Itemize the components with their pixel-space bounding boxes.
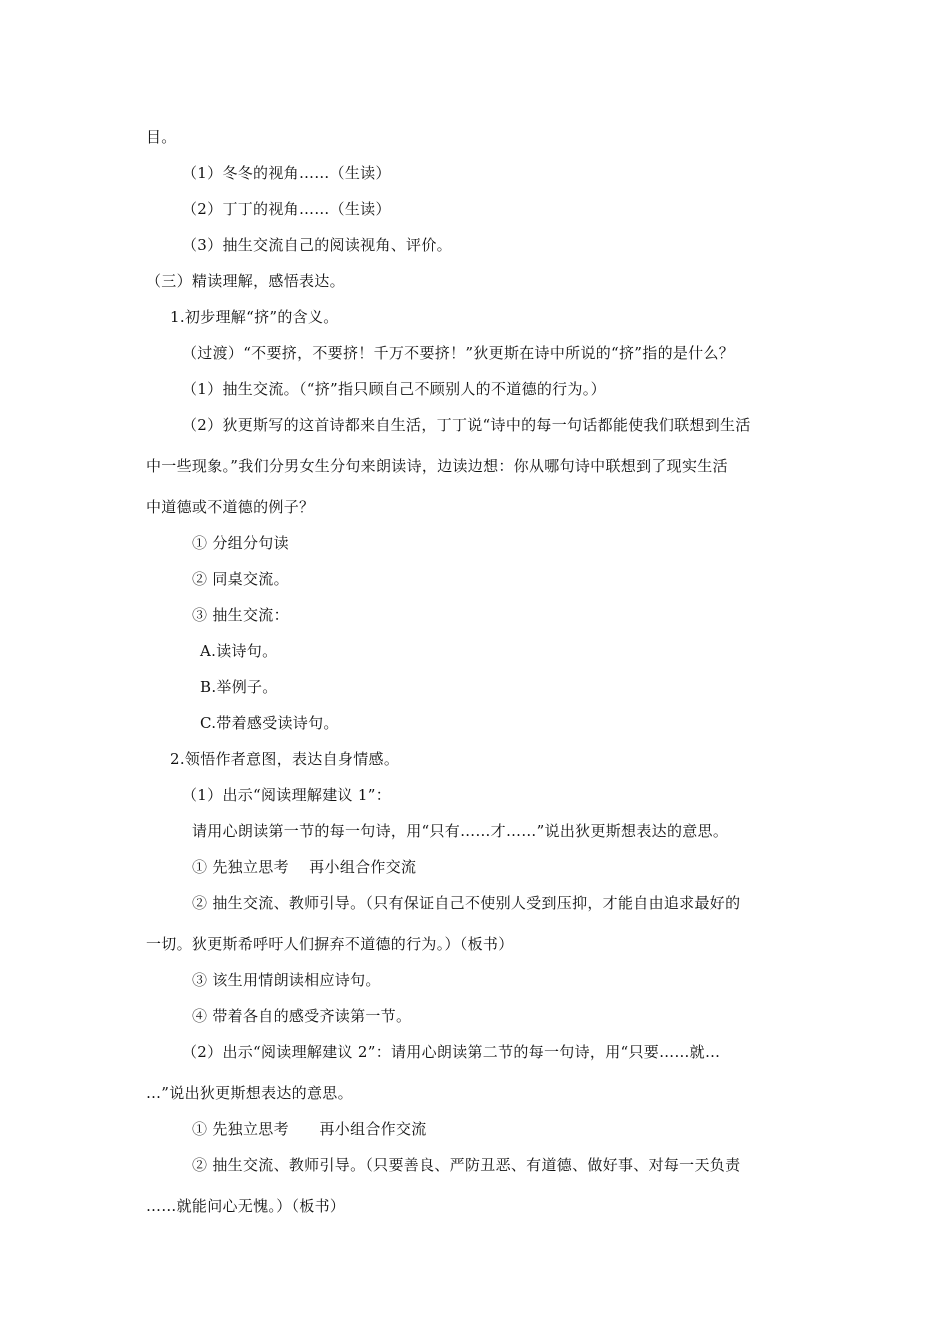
list-item: ② 抽生交流、教师引导。（只有保证自己不使别人受到压抑，才能自由追求最好的 xyxy=(192,894,741,912)
list-item: ③ 抽生交流： xyxy=(192,606,289,624)
list-item: ④ 带着各自的感受齐读第一节。 xyxy=(192,1007,412,1025)
subsection-heading: 2.领悟作者意图，表达自身情感。 xyxy=(170,750,400,768)
list-item: ① 先独立思考 再小组合作交流 xyxy=(192,858,417,876)
text-line: （1）冬冬的视角……（生读） xyxy=(182,164,391,182)
list-item: B.举例子。 xyxy=(200,678,278,696)
list-item: ① 分组分句读 xyxy=(192,534,289,552)
list-item: ② 抽生交流、教师引导。（只要善良、严防丑恶、有道德、做好事、对每一天负责 xyxy=(192,1156,741,1174)
text-line: （过渡）“不要挤，不要挤！千万不要挤！”狄更斯在诗中所说的“挤”指的是什么？ xyxy=(182,344,735,362)
section-heading: （三）精读理解，感悟表达。 xyxy=(146,272,345,290)
text-line: （1）出示“阅读理解建议 1”： xyxy=(182,786,391,804)
text-line: （2）狄更斯写的这首诗都来自生活，丁丁说“诗中的每一句话都能使我们联想到生活 xyxy=(182,416,751,434)
text-line: …”说出狄更斯想表达的意思。 xyxy=(146,1084,353,1102)
list-item: A.读诗句。 xyxy=(200,642,278,660)
list-item: C.带着感受读诗句。 xyxy=(200,714,339,732)
text-line: 目。 xyxy=(146,128,177,146)
list-item: ① 先独立思考 再小组合作交流 xyxy=(192,1120,427,1138)
text-line: （2）丁丁的视角……（生读） xyxy=(182,200,391,218)
text-line: （3）抽生交流自己的阅读视角、评价。 xyxy=(182,236,452,254)
subsection-heading: 1.初步理解“挤”的含义。 xyxy=(170,308,339,326)
list-item: ③ 该生用情朗读相应诗句。 xyxy=(192,971,381,989)
text-line: 中道德或不道德的例子？ xyxy=(146,498,315,516)
text-line: ……就能问心无愧。）（板书） xyxy=(146,1197,346,1215)
text-line: 中一些现象。”我们分男女生分句来朗读诗，边读边想：你从哪句诗中联想到了现实生活 xyxy=(146,457,728,475)
text-line: （1）抽生交流。（“挤”指只顾自己不顾别人的不道德的行为。） xyxy=(182,380,606,398)
text-line: 一切。狄更斯希呼吁人们摒弃不道德的行为。）（板书） xyxy=(146,935,514,953)
text-line: （2）出示“阅读理解建议 2”：请用心朗读第二节的每一句诗，用“只要……就… xyxy=(182,1043,721,1061)
text-line: 请用心朗读第一节的每一句诗，用“只有……才……”说出狄更斯想表达的意思。 xyxy=(192,822,729,840)
list-item: ② 同桌交流。 xyxy=(192,570,289,588)
